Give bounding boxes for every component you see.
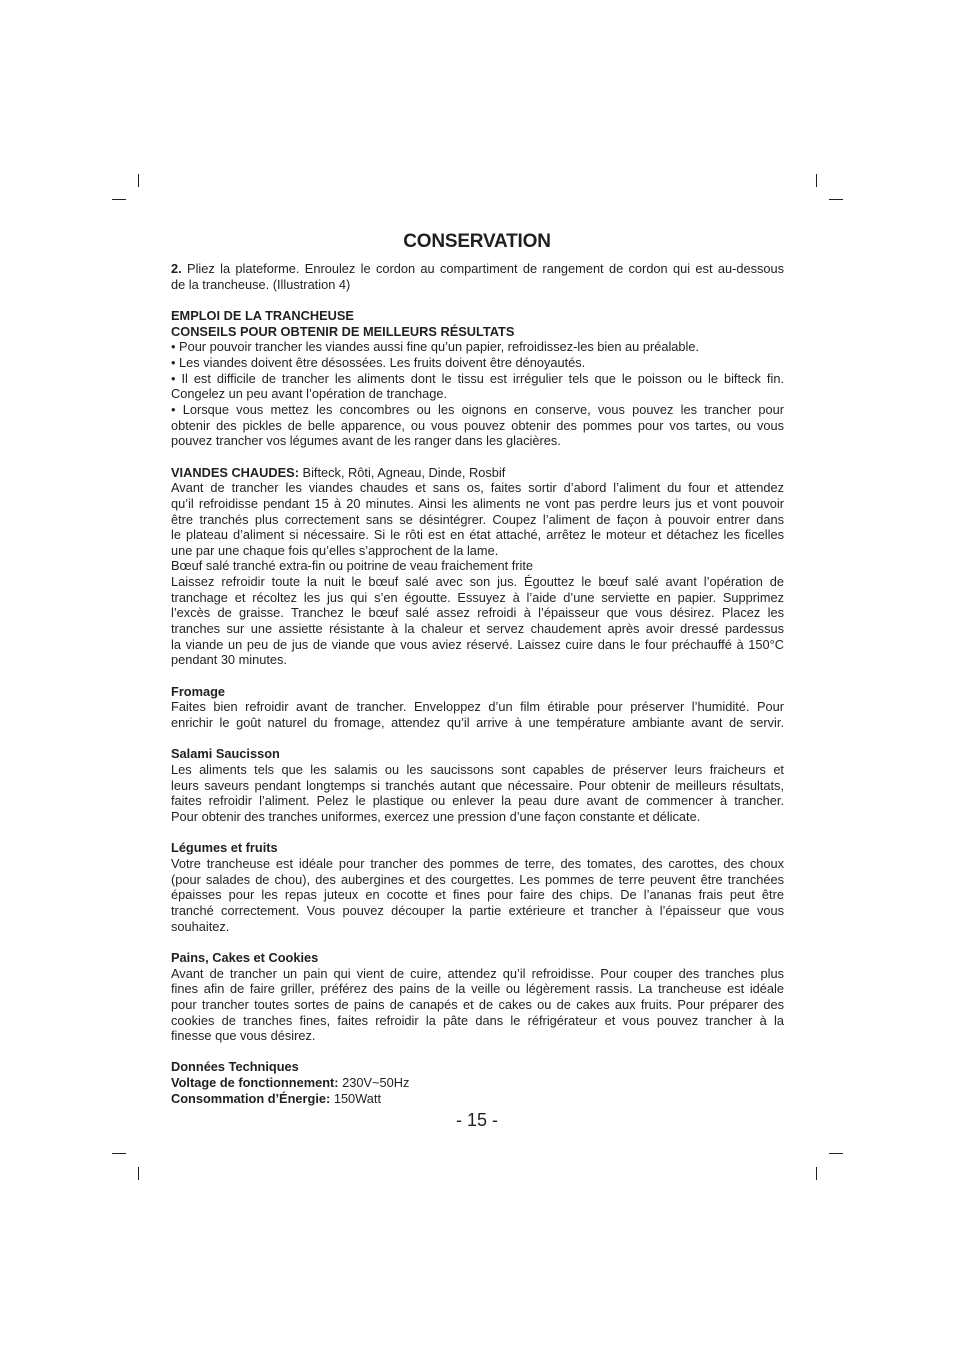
- body-line: une par une chaque fois qu’elles s’approchent de la lame.: [171, 542, 499, 558]
- body-line: Avant de trancher un pain qui vient de cuire, attendez qu’il refroidisse. Pour couper des tranches plus: [171, 965, 784, 981]
- step-paragraph: [171, 261, 784, 292]
- body-line: obtenir des pickles de belle apparence, ou vous pouvez obtenir des pommes pour vos tartes, ou vous: [171, 417, 784, 433]
- page-body: [171, 261, 784, 1106]
- section-title: Fromage: [171, 683, 226, 699]
- body-line: • Il est difficile de trancher les aliments dont le tissu est irrégulier tels que le poisson ou le bifteck fin.: [171, 370, 784, 386]
- technical-data-section: [171, 1059, 784, 1106]
- hot-meats-list: Bifteck, Rôti, Agneau, Dinde, Rosbif: [302, 464, 506, 480]
- spec-label: Consommation d’Énergie:: [171, 1090, 331, 1106]
- body-line: pouvez trancher vos légumes avant de les ranger dans les glacières.: [171, 433, 561, 449]
- food-section: [171, 950, 784, 1044]
- body-line: • Pour pouvoir trancher les viandes aussi fine qu’un papier, refroidissez-les bien au préalable.: [171, 339, 700, 355]
- subsection-title: Bœuf salé tranché extra-fin ou poitrine de veau fraichement frite: [171, 558, 534, 574]
- crop-mark-bottom-left-vertical: [138, 1167, 139, 1180]
- body-line: [171, 261, 784, 277]
- body-line: cookies de tranches fines, faites refroidir la pâte dans le réfrigérateur et vous pouvez trancher à la: [171, 1012, 784, 1028]
- spec-row-power: [171, 1091, 784, 1107]
- crop-mark-top-right-vertical: [816, 174, 817, 187]
- spec-row-voltage: [171, 1075, 784, 1091]
- body-line: leurs saveurs pendant longtemps si tranchés autant que nécessaire. Pour obtenir de meilleurs résultats,: [171, 777, 784, 793]
- section-heading: EMPLOI DE LA TRANCHEUSE: [171, 307, 354, 323]
- body-line: [171, 465, 784, 481]
- body-line: • Les viandes doivent être désossées. Les fruits doivent être dénoyautés.: [171, 354, 586, 370]
- body-line: Avant de trancher les viandes chaudes et sans os, faites sortir d’abord l’aliment du four et attendez: [171, 480, 784, 496]
- body-line: de la trancheuse. (Illustration 4): [171, 276, 351, 292]
- body-line: tranché correctement. Vous pouvez découper la partie extérieure et trancher à l’épaisseur que vous: [171, 902, 784, 918]
- body-line: le plateau d’aliment si nécessaire. Si le rôti est en état attaché, arrêtez le moteur et détachez les ficelles: [171, 527, 784, 543]
- body-line: pendant 30 minutes.: [171, 652, 287, 668]
- tip-item: [171, 371, 784, 402]
- section-title: Salami Saucisson: [171, 746, 280, 762]
- food-section: [171, 746, 784, 824]
- body-line: Pour obtenir des tranches uniformes, exercez une pression d’une façon constante et délicate.: [171, 808, 701, 824]
- crop-mark-top-left-vertical: [138, 174, 139, 187]
- step-number: 2.: [171, 261, 182, 276]
- body-line: pour trancher toutes sortes de pains de canapés et de cakes ou de cakes aux fruits. Pour préparer des: [171, 996, 784, 1012]
- section-title: Légumes et fruits: [171, 840, 278, 856]
- body-line: (pour salades de chou), des aubergines et des courgettes. Les pommes de terre peuvent être tranchées: [171, 871, 784, 887]
- crop-mark-top-right-horizontal: [829, 199, 843, 200]
- section-subheading: CONSEILS POUR OBTENIR DE MEILLEURS RÉSULTATS: [171, 323, 515, 339]
- body-line: qu’il refroidisse pendant 15 à 20 minutes. Ainsi les aliments ne vont pas perdre leurs jus et vont pouvoir: [171, 495, 784, 511]
- body-line: tranchage et récoltez les jus qui s’en égoutte. Essuyez à l’aide d’une serviette en papier. Supprimez: [171, 589, 784, 605]
- tip-item: [171, 402, 784, 449]
- body-line: Congelez un peu avant l’opération de tranchage.: [171, 386, 448, 402]
- hot-meats-label: VIANDES CHAUDES:: [171, 464, 299, 480]
- body-line: • Lorsque vous mettez les concombres ou les oignons en conserve, vous pouvez les trancher pour: [171, 401, 784, 417]
- tip-item: [171, 355, 784, 371]
- body-line: enrichir le goût naturel du fromage, attendez qu’il arrive à une température ambiante avant de servir.: [171, 715, 784, 731]
- crop-mark-bottom-right-horizontal: [829, 1153, 843, 1154]
- section-title: Données Techniques: [171, 1059, 299, 1075]
- body-line: épaisses pour les repas juteux en cocotte et fines pour faire des chips. De l’ananas frais peut être: [171, 887, 784, 903]
- spec-value: 230V~50Hz: [342, 1075, 410, 1091]
- body-line: souhaitez.: [171, 918, 230, 934]
- usage-section: [171, 308, 784, 449]
- crop-mark-top-left-horizontal: [112, 199, 126, 200]
- crop-mark-bottom-right-vertical: [816, 1167, 817, 1180]
- body-line: Votre trancheuse est idéale pour trancher des pommes de terre, des tomates, des carottes, des choux: [171, 855, 784, 871]
- body-line: Faites bien refroidir avant de trancher. Enveloppez d’un film étirable pour préserver l’humidité. Pour: [171, 699, 784, 715]
- body-line: l’excès de graisse. Tranchez le bœuf salé assez refroidi à l’épaisseur que vous désirez. Placez les: [171, 605, 784, 621]
- spec-label: Voltage de fonctionnement:: [171, 1075, 339, 1091]
- food-section: [171, 840, 784, 934]
- body-line: finesse que vous désirez.: [171, 1028, 316, 1044]
- body-line: faites refroidir l’aliment. Pelez le plastique ou enlever la peau dure avant de commencer à trancher.: [171, 793, 784, 809]
- tip-item: [171, 339, 784, 355]
- body-line: la viande un peu de jus de viande que vous aviez réservé. Laissez cuire dans le four préchauffé à 150°C: [171, 636, 784, 652]
- crop-mark-bottom-left-horizontal: [112, 1153, 126, 1154]
- section-title: Pains, Cakes et Cookies: [171, 949, 319, 965]
- page-number: - 15 -: [455, 1110, 498, 1130]
- body-line: Laissez refroidir toute la nuit le bœuf salé avec son jus. Égouttez le bœuf salé avant l’opération de: [171, 574, 784, 590]
- food-section: [171, 684, 784, 731]
- body-line: être tranchés plus correctement sans se désintégrer. Coupez l’aliment de façon à pouvoir entrer dans: [171, 511, 784, 527]
- hot-meats-section: [171, 465, 784, 669]
- body-line: tranches sur une assiette résistante à la chaleur et servez chaudement après avoir dressé pardessus: [171, 621, 784, 637]
- body-line-text: Pliez la plateforme. Enroulez le cordon au compartiment de rangement de cordon qui est au-dessous: [187, 261, 785, 276]
- body-line: Les aliments tels que les salamis ou les saucissons sont capables de préserver leurs fraicheurs et: [171, 762, 784, 777]
- page-title: CONSERVATION: [403, 231, 551, 252]
- body-line: fines afin de faire griller, préférez des pains de la veille ou légèrement rassis. La trancheuse est idéale: [171, 981, 784, 997]
- spec-value: 150Watt: [333, 1090, 382, 1106]
